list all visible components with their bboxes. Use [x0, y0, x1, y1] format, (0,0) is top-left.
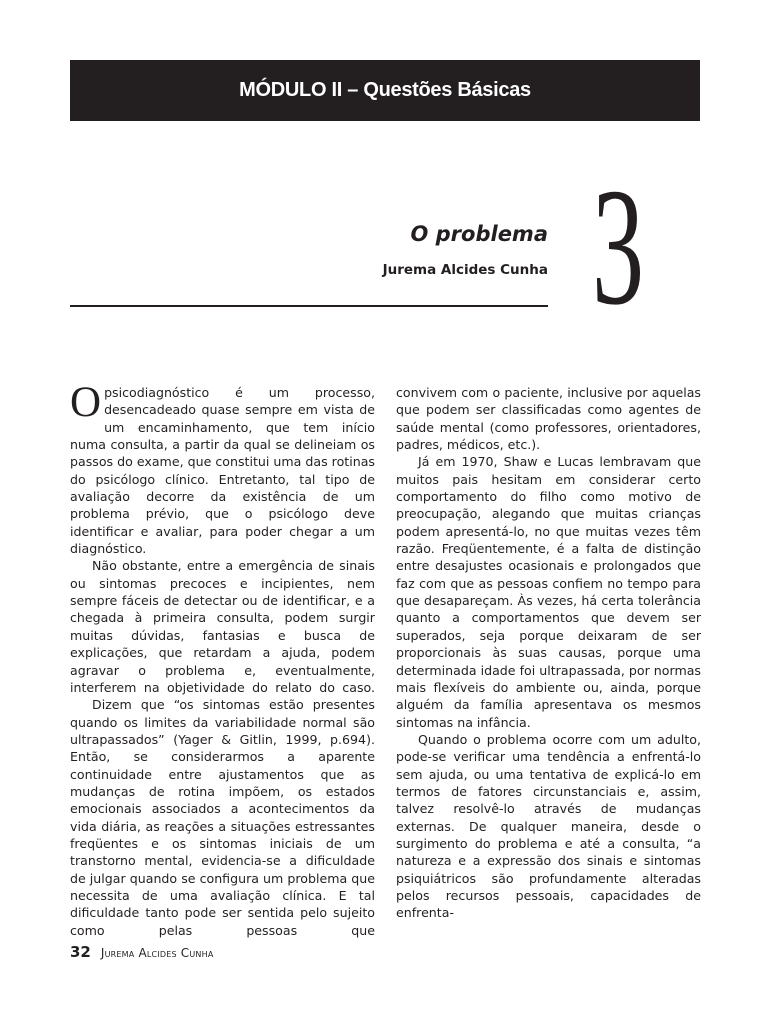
running-head: Jurema Alcides Cunha [100, 946, 214, 960]
paragraph: Não obstante, entre a emergência de sinais ou sintomas precoces e incipientes, nem sempre fáceis de detectar ou de identificar, e a chegada à primeira consulta, podem surgir muitas dúvidas, fantasias e busca de explicações, que retardam a ajuda, podem agravar o problema e, eventualmente, interferem na objetividade do relato do caso. [70, 558, 375, 695]
chapter-number: 3 [592, 154, 645, 340]
paragraph: Quando o problema ocorre com um adulto, pode-se verificar uma tendência a enfrentá-lo sem ajuda, ou uma tentativa de explicá-lo em termos de fatores circunstanciais e, assim, talvez resolvê-lo através de mudanças externas. De qualquer maneira, desde o surgimento do problema e até a consulta, “a natureza e a expressão dos sinais e sintomas psiquiátricos são profundamente alteradas pelos recursos pessoais, capacidades de enfrenta- [396, 731, 701, 921]
chapter-title: O problema [410, 222, 548, 246]
left-column [70, 379, 375, 939]
title-rule [70, 305, 548, 307]
paragraph: convivem com o paciente, inclusive por aquelas que podem ser classificadas como agentes de saúde mental (como professores, orientadores, padres, médicos, etc.). [396, 385, 701, 453]
drop-cap: O [70, 379, 102, 426]
chapter-author: Jurema Alcides Cunha [382, 262, 548, 278]
page-footer [70, 943, 214, 961]
paragraph-text: psicodiagnóstico é um processo, desencadeado quase sempre em vista de um encaminhamento, que tem início numa consulta, a partir da qual se delineiam os passos do exame, que constitui uma das rotinas do psicólogo clínico. Entretanto, tal tipo de avaliação decorre da existência de um problema prévio, que o psicólogo deve identificar e avaliar, para poder chegar a um diagnóstico. [70, 385, 375, 557]
module-banner [70, 60, 700, 121]
module-title: MÓDULO II – Questões Básicas [239, 79, 531, 101]
page-number: 32 [70, 943, 91, 961]
paragraph: Dizem que “os sintomas estão presentes quando os limites da variabilidade normal são ultrapassados” (Yager & Gitlin, 1999, p.694). Então, se considerarmos a aparente continuidade entre ajustamentos que as mudanças de rotina impõem, os estados emocionais associados a acontecimentos da vida diária, as reações a situações estressantes freqüentes e os sintomas iniciais de um transtorno mental, evidencia-se a dificuldade de julgar quando se configura um problema que necessita de uma avaliação clínica. E tal dificuldade tanto pode ser sentida pelo sujeito como pelas pessoas que [70, 697, 375, 938]
paragraph [70, 379, 375, 557]
right-column [396, 384, 701, 922]
paragraph: Já em 1970, Shaw e Lucas lembravam que muitos pais hesitam em considerar certo comportamento do filho como motivo de preocupação, alegando que muitas crianças podem apresentá-lo, no que muitas vezes têm razão. Freqüentemente, é a falta de distinção entre desajustes ocasionais e prolongados que faz com que as pessoas confiem no tempo para que desapareçam. Às vezes, há certa tolerância quanto a comportamentos que devem ser superados, seja porque deixaram de ser proporcionais às suas causas, porque uma determinada idade foi ultrapassada, por normas mais flexíveis do ambiente ou, ainda, porque alguém da família apresentava os mesmos sintomas na infância. [396, 454, 701, 730]
